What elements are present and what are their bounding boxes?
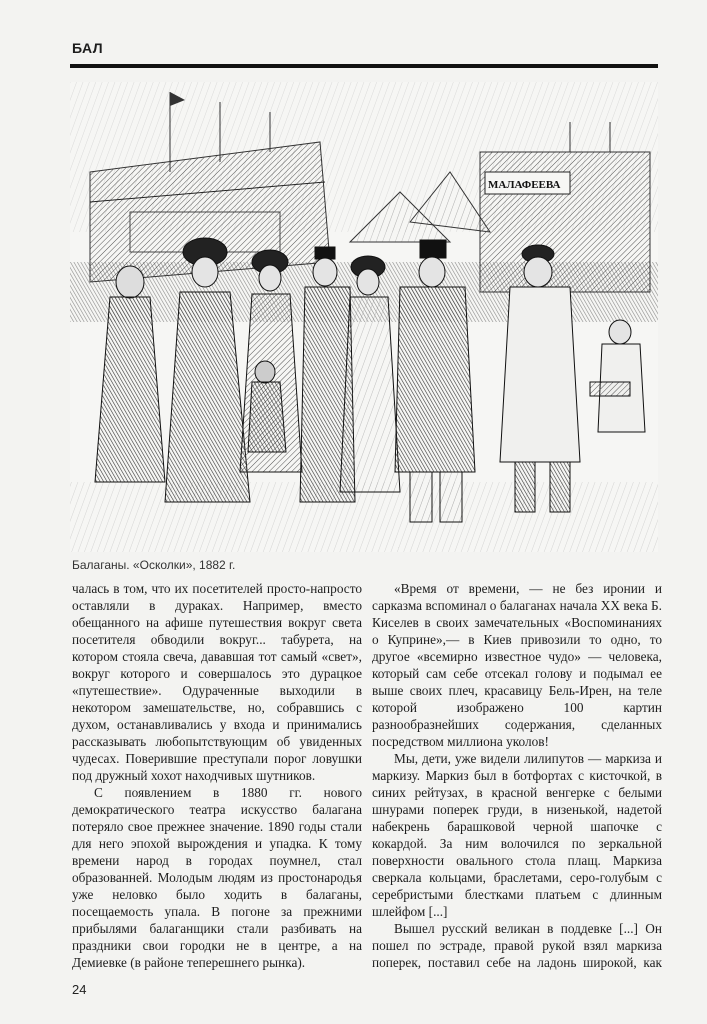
engraving-illustration xyxy=(70,82,658,552)
left-column xyxy=(72,580,362,970)
right-column xyxy=(372,580,662,970)
page-number: 24 xyxy=(72,982,87,997)
right-paragraph-3: Вышел русский великан в поддевке [...] Он пошел по эстраде, правой рукой взял маркиза поперек, поставил себе на ладонь широкой, как xyxy=(372,921,662,970)
right-paragraph-2: Мы, дети, уже видели лилипутов — маркиза и маркизу. Маркиз был в ботфортах с кисточкой, в синих рейтузах, в красной венгерке с белыми шнурами поперек груди, в низенькой, надетой набекрень барашковой черной шапочке с кокардой. За ним волочился по зеркальной поверхности овального стола плащ. Маркиза сверкала кольцами, браслетами, серо-голубым с серебристыми блестками платьем с длинным шлейфом [...] xyxy=(372,751,662,919)
figure-caption: Балаганы. «Осколки», 1882 г. xyxy=(72,558,236,572)
section-title: БАЛ xyxy=(72,40,104,56)
header-rule xyxy=(70,64,658,68)
left-paragraph-1: чалась в том, что их посетителей просто-напросто оставляли в дураках. Например, вместо обещанного на афише путешествия вокруг света посетителя обводили вокруг... табурета, на котором стояла свеча, дававшая тот самый «свет», вокруг которого и совершалось это дурацкое «путешествие». Одураченные выходили в некотором замешательстве, но, собравшись с духом, останавливались у входа и принимались рассказывать любопытствующим об увиденных чудесах. Поверившие преступали порог ловушки под дружный хохот находчивых шутников. xyxy=(72,581,362,783)
left-paragraph-2: С появлением в 1880 гг. нового демократического театра искусство балагана потеряло свое прежнее значение. 1890 годы стали для него эпохой вырождения и упадка. К тому времени народ в городах поумнел, стал образованней. Молодым людям из простонародья уже неловко было ходить в балаганы, посещаемость упала. В погоне за прежними прибылями балаганщики стали разбивать на праздники свои городки не в центре, а на Демиевке (в районе теперешнего рынка). xyxy=(72,785,362,970)
right-paragraph-1: «Время от времени, — не без иронии и сарказма вспоминал о балаганах начала XX века Б. Киселев в своих замечательных «Воспоминаниях о Куприне»,— в Киев привозили то одно, то другое «всемирно известное чудо» — человека, который сам себе отсекал голову и подымал ее выше своих плеч, красавицу Бель-Ирен, на теле которой изображено 100 картин разнообразнейших содержания, сделанных посредством миллиона уколов! xyxy=(372,581,662,749)
booth-sign: МАЛАФЕЕВА xyxy=(488,179,561,191)
